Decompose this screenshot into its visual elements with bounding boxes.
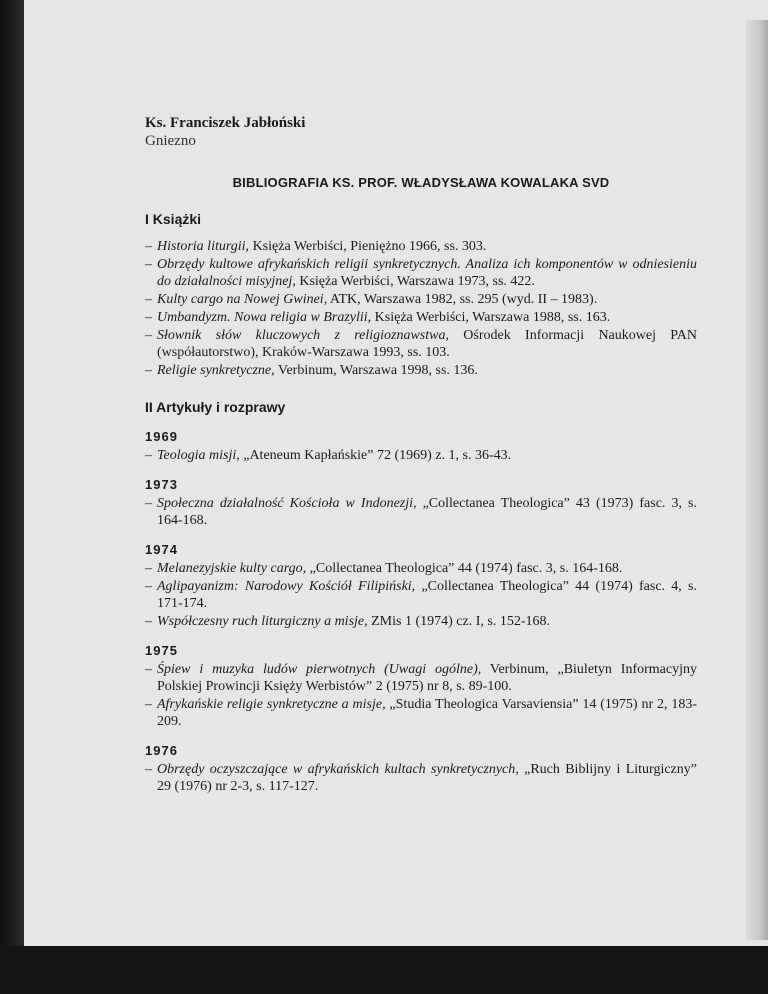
- work-details: „Collectanea Theologica” 44 (1974) fasc. 3, s. 164-168.: [306, 561, 623, 576]
- work-details: „Collectanea Theologica” 43 (1973) fasc. 3, s. 164-168.: [157, 496, 697, 528]
- bibliography-entry: – Aglipayanizm: Narodowy Kościół Filipiński, „Collectanea Theologica” 44 (1974) fasc. 4, s. 171-174.: [145, 579, 697, 611]
- work-title: Współczesny ruch liturgiczny a misje,: [157, 614, 368, 629]
- year-heading: 1973: [145, 477, 178, 492]
- bibliography-entry: – Historia liturgii, Księża Werbiści, Pieniężno 1966, ss. 303.: [145, 239, 487, 254]
- work-details: Verbinum, Warszawa 1998, ss. 136.: [274, 363, 478, 378]
- section-heading-books: I Książki: [145, 211, 202, 227]
- author-name: Ks. Franciszek Jabłoński: [145, 115, 306, 131]
- author-place: Gniezno: [145, 133, 196, 149]
- work-title: Słownik słów kluczowych z religioznawstwa,: [157, 328, 449, 343]
- work-details: Księża Werbiści, Warszawa 1973, ss. 422.: [295, 274, 535, 289]
- work-details: „Collectanea Theologica” 44 (1974) fasc. 4, s. 171-174.: [157, 579, 697, 611]
- work-title: Obrzędy oczyszczające w afrykańskich kultach synkretycznych,: [157, 762, 519, 777]
- bibliography-entry: – Teologia misji, „Ateneum Kapłańskie” 72 (1969) z. 1, s. 36-43.: [145, 448, 512, 463]
- bibliography-entry: – Kulty cargo na Nowej Gwinei, ATK, Warszawa 1982, ss. 295 (wyd. II – 1983).: [145, 292, 598, 307]
- work-details: Ośrodek Informacji Naukowej PAN (współautorstwo), Kraków-Warszawa 1993, ss. 103.: [157, 328, 698, 360]
- work-details: ATK, Warszawa 1982, ss. 295 (wyd. II – 1983).: [327, 292, 598, 307]
- year-heading: 1976: [145, 743, 178, 758]
- work-title: Umbandyzm. Nowa religia w Brazylii,: [157, 310, 372, 325]
- year-heading: 1975: [145, 643, 178, 658]
- bibliography-entry: – Melanezyjskie kulty cargo, „Collectanea Theologica” 44 (1974) fasc. 3, s. 164-168.: [145, 561, 623, 576]
- bibliography-entry: – Obrzędy kultowe afrykańskich religii synkretycznych. Analiza ich komponentów w odniesieniu do działalności misyjnej, Księża Werbiści, Warszawa 1973, ss. 422.: [145, 257, 697, 289]
- year-heading: 1974: [145, 542, 178, 557]
- bibliography-entry: – Obrzędy oczyszczające w afrykańskich kultach synkretycznych, „Ruch Biblijny i Liturgiczny” 29 (1976) nr 2-3, s. 117-127.: [145, 762, 697, 794]
- work-title: Aglipayanizm: Narodowy Kościół Filipiński,: [157, 579, 416, 594]
- work-title: Religie synkretyczne,: [157, 363, 275, 378]
- scan-left-edge: [0, 0, 24, 994]
- bibliography-entry: – Afrykańskie religie synkretyczne a misje, „Studia Theologica Varsaviensia” 14 (1975) nr 2, 183-209.: [145, 697, 697, 729]
- work-details: Verbinum, „Biuletyn Informacyjny Polskiej Prowincji Księży Werbistów” 2 (1975) nr 8, s. 89-100.: [157, 662, 697, 694]
- work-title: Społeczna działalność Kościoła w Indonezji,: [157, 496, 417, 511]
- year-heading: 1969: [145, 429, 178, 444]
- work-title: Obrzędy kultowe afrykańskich religii synkretycznych. Analiza ich komponentów w odniesieniu do działalności misyjnej,: [157, 257, 697, 289]
- bibliography-entry: – Społeczna działalność Kościoła w Indonezji, „Collectanea Theologica” 43 (1973) fasc. 3, s. 164-168.: [145, 496, 697, 528]
- books-list: [145, 238, 697, 379]
- work-title: Teologia misji,: [157, 448, 240, 463]
- document-title: BIBLIOGRAFIA KS. PROF. WŁADYSŁAWA KOWALAKA SVD: [232, 175, 610, 190]
- bibliography-entry: – Religie synkretyczne, Verbinum, Warszawa 1998, ss. 136.: [145, 363, 478, 378]
- work-details: Księża Werbiści, Pieniężno 1966, ss. 303.: [249, 239, 487, 254]
- work-details: ZMis 1 (1974) cz. I, s. 152-168.: [367, 614, 550, 629]
- document-content: [145, 100, 697, 796]
- scan-bottom-edge: [0, 946, 768, 994]
- work-title: Afrykańskie religie synkretyczne a misje,: [157, 697, 386, 712]
- work-details: „Ruch Biblijny i Liturgiczny” 29 (1976) nr 2-3, s. 117-127.: [157, 762, 697, 794]
- work-title: Kulty cargo na Nowej Gwinei,: [157, 292, 328, 307]
- page-right-shadow: [746, 20, 768, 940]
- bibliography-entry: – Śpiew i muzyka ludów pierwotnych (Uwagi ogólne), Verbinum, „Biuletyn Informacyjny Polskiej Prowincji Księży Werbistów” 2 (1975) nr 8, s. 89-100.: [145, 662, 697, 694]
- section-heading-articles: II Artykuły i rozprawy: [145, 399, 286, 415]
- work-title: Śpiew i muzyka ludów pierwotnych (Uwagi ogólne),: [157, 662, 482, 677]
- work-title: Melanezyjskie kulty cargo,: [157, 561, 307, 576]
- bibliography-entry: – Umbandyzm. Nowa religia w Brazylii, Księża Werbiści, Warszawa 1988, ss. 163.: [145, 310, 611, 325]
- work-title: Historia liturgii,: [157, 239, 250, 254]
- work-details: Księża Werbiści, Warszawa 1988, ss. 163.: [371, 310, 611, 325]
- bibliography-entry: – Słownik słów kluczowych z religioznawstwa, Ośrodek Informacji Naukowej PAN (współautorstwo), Kraków-Warszawa 1993, ss. 103.: [145, 328, 698, 360]
- work-details: „Studia Theologica Varsaviensia” 14 (1975) nr 2, 183-209.: [157, 697, 697, 729]
- work-details: „Ateneum Kapłańskie” 72 (1969) z. 1, s. 36-43.: [239, 448, 512, 463]
- bibliography-entry: – Współczesny ruch liturgiczny a misje, ZMis 1 (1974) cz. I, s. 152-168.: [145, 614, 550, 629]
